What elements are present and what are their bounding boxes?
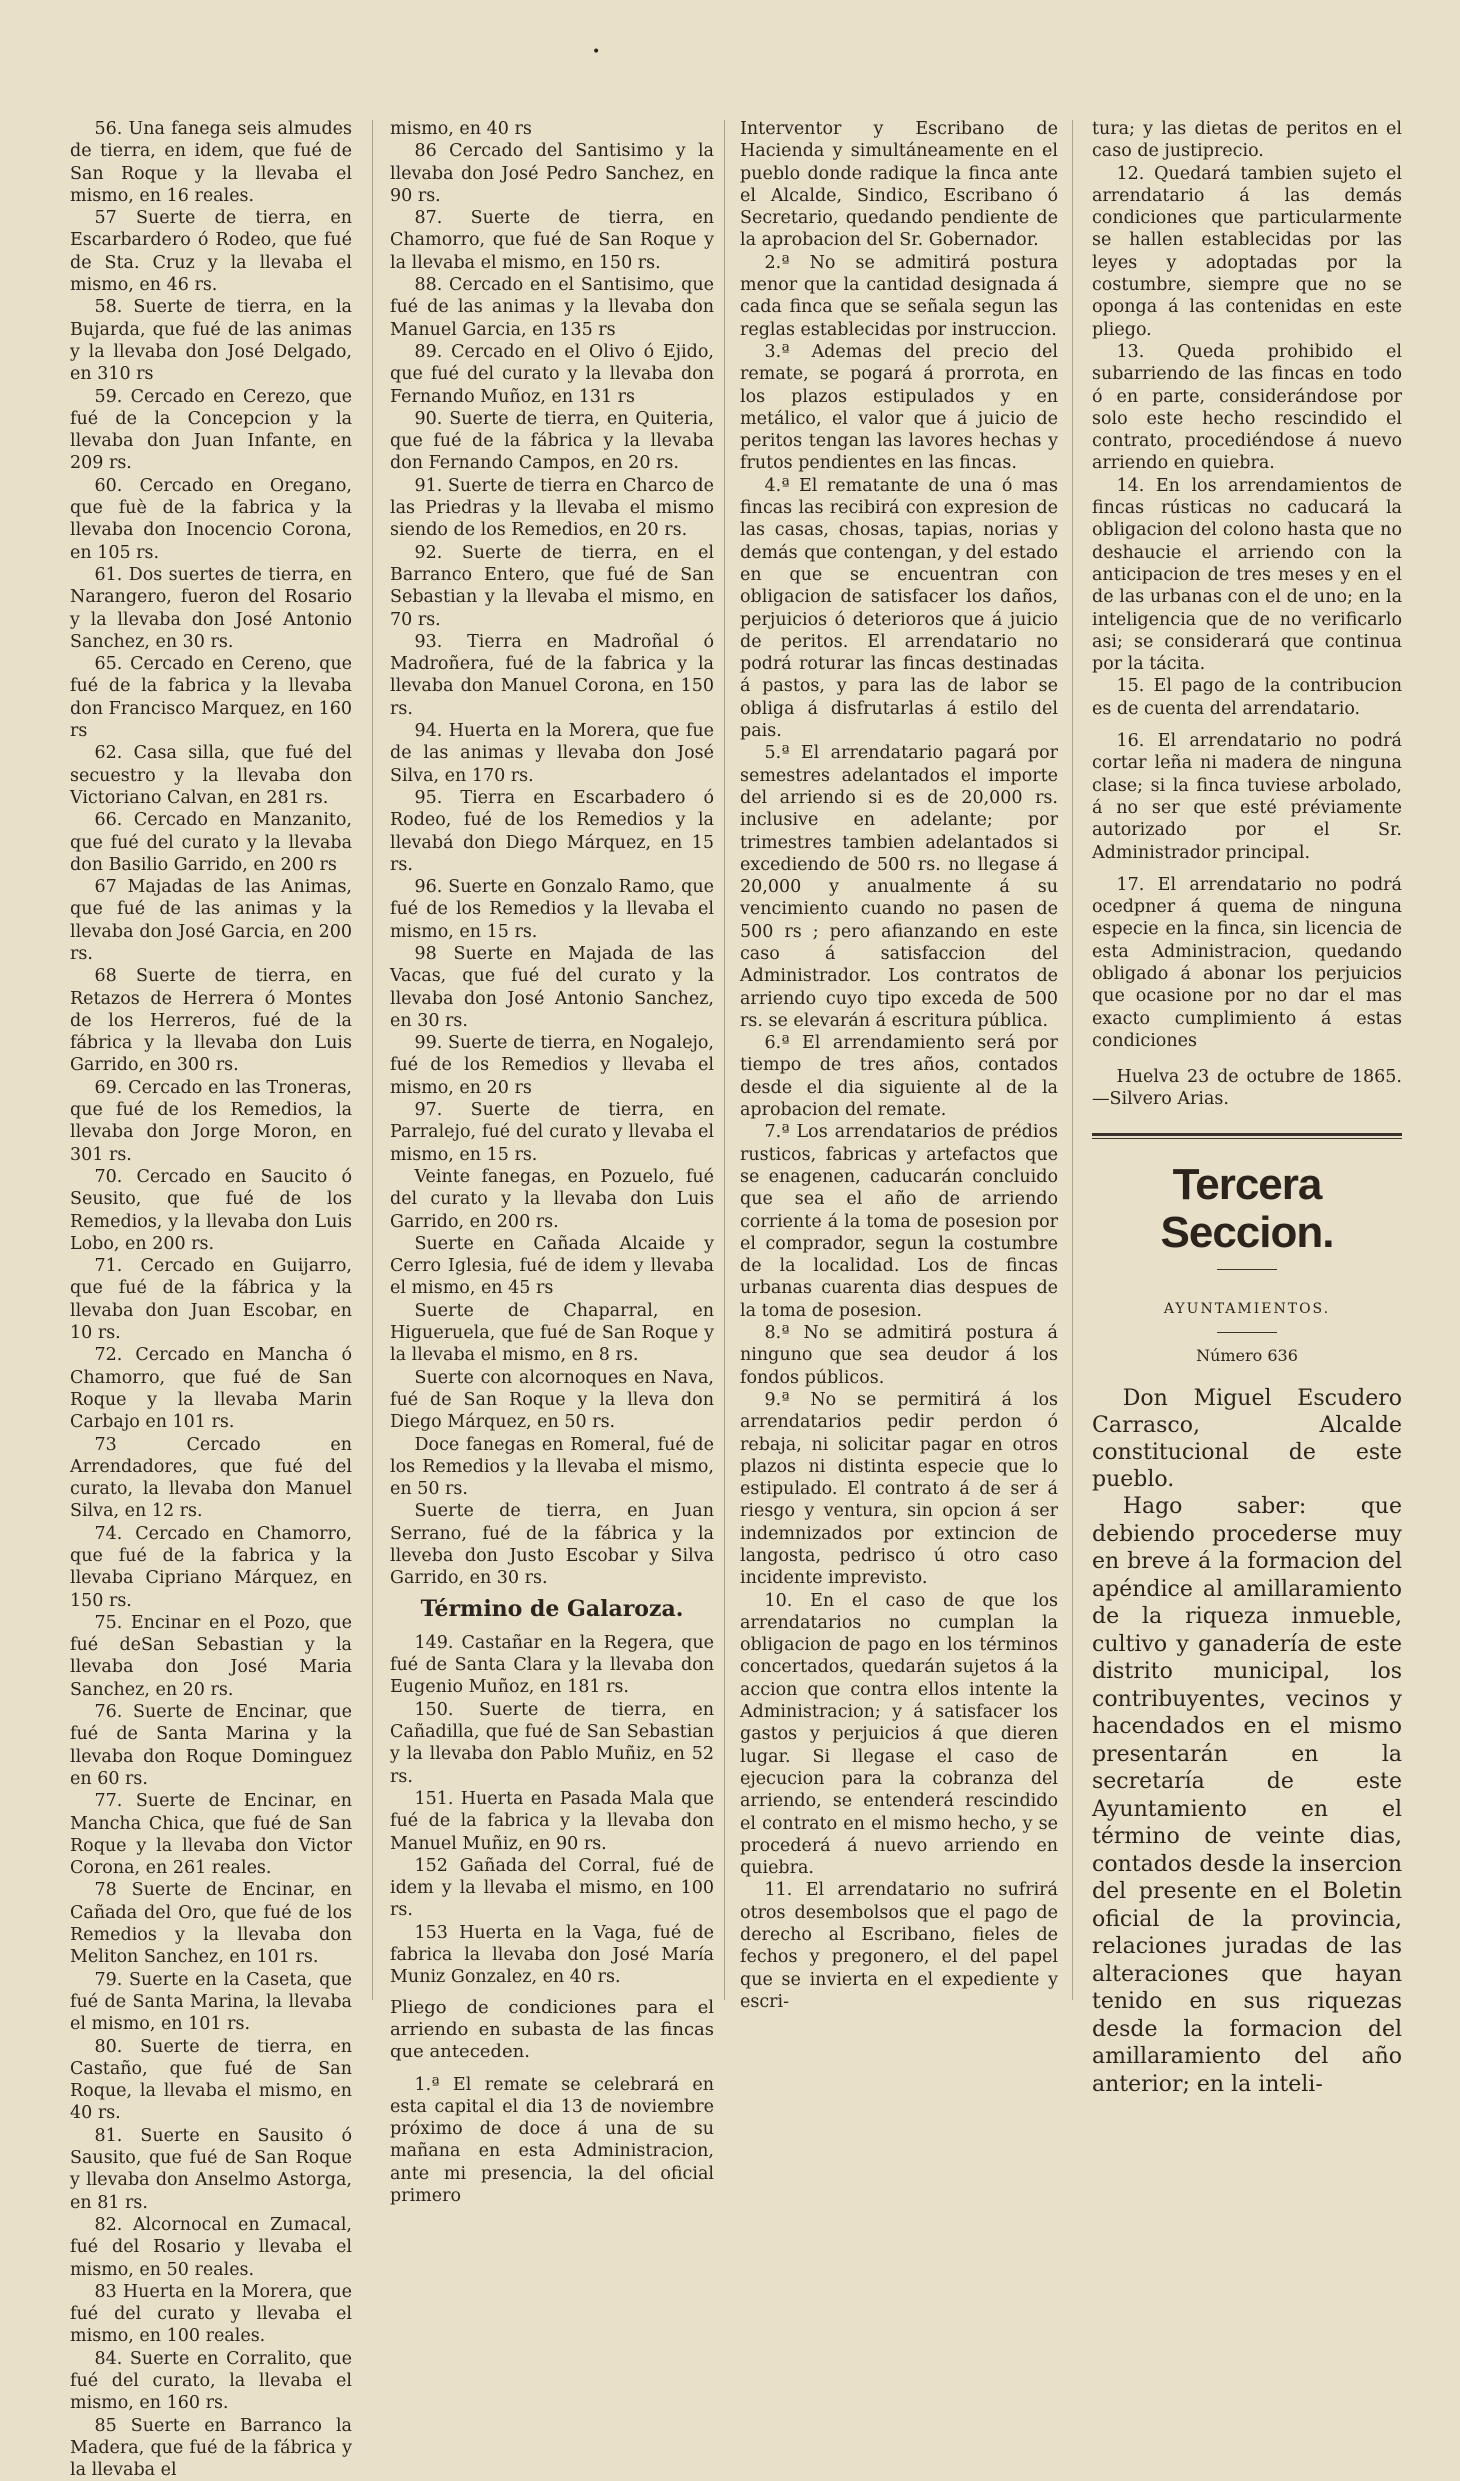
column-rule (372, 120, 373, 2000)
list-item: 79. Suerte en la Caseta, que fué de Santa Marina, la llevaba el mismo, en 101 rs. (70, 1969, 352, 2035)
list-item: 83 Huerta en la Morera, que fué del curato y llevaba el mismo, en 100 reales. (70, 2281, 352, 2347)
ayuntamientos-heading: AYUNTAMIENTOS. (1163, 1300, 1331, 1317)
list-item: 85 Suerte en Barranco la Madera, que fué de la fábrica y la llevaba el (70, 2415, 352, 2481)
list-item: 81. Suerte en Sausito ó Sausito, que fué de San Roque y llevaba don Anselmo Astorga, en 81 rs. (70, 2125, 352, 2213)
condition-item: 8.ª No se admitirá postura á ninguno que sea deudor á los fondos públicos. (740, 1323, 1058, 1388)
list-item: 99. Suerte de tierra, en Nogalejo, fué de los Remedios y llevaba el mismo, en 20 rs (390, 1033, 714, 1098)
date-signature: Huelva 23 de octubre de 1865. —Silvero Arias. (1092, 1067, 1402, 1110)
list-item: Veinte fanegas, en Pozuelo, fué del curato y la llevaba don Luis Garrido, en 200 rs. (390, 1166, 714, 1232)
list-item: 77. Suerte de Encinar, en Mancha Chica, que fué de San Roque y la llevaba don Victor Corona, en 261 reales. (70, 1791, 352, 1879)
section-heading-galaroza: Término de Galaroza. (420, 1595, 684, 1622)
list-item: 68 Suerte de tierra, en Retazos de Herrera ó Montes de los Herreros, fué de la fábrica y la llevaba don Luis Garrido, en 300 rs. (70, 966, 352, 1076)
list-item: 71. Cercado en Guijarro, que fué de la fábrica y la llevaba don Juan Escobar, en 10 rs. (70, 1256, 352, 1344)
notice-author: Don Miguel Escudero Carrasco, Alcalde constitucional de este pueblo. (1092, 1386, 1402, 1493)
list-item: 78 Suerte de Encinar, en Cañada del Oro, que fué de los Remedios y la llevaba don Meliton Sanchez, en 101 rs. (70, 1880, 352, 1968)
column-rule (724, 120, 725, 2000)
list-item: 91. Suerte de tierra en Charco de las Priedras y la llevaba el mismo siendo de los Remedios, en 20 rs. (390, 475, 714, 541)
list-item: 76. Suerte de Encinar, que fué de Santa Marina y la llevaba don Roque Dominguez en 60 rs. (70, 1702, 352, 1789)
condition-item: 9.ª No se permitirá á los arrendatarios pedir perdon ó rebaja, ni solicitar pagar en otros plazos ni distinta especie que lo estipulado. El contrato á de ser á riesgo y ventura, sin opcion á ser indemnizados por extincion de langosta, pedrisco ú otro caso incidente imprevisto. (740, 1389, 1058, 1589)
list-item: 94. Huerta en la Morera, que fue de las animas y llevaba don José Silva, en 170 rs. (390, 721, 714, 786)
list-item: 62. Casa silla, que fué del secuestro y la llevaba don Victoriano Calvan, en 281 rs. (70, 743, 352, 808)
condition-item: 1.ª El remate se celebrará en esta capital el dia 13 de noviembre próximo de doce á una de su mañana en esta Administracion, ante mi presencia, la del oficial primero (390, 2074, 714, 2207)
list-item: 97. Suerte de tierra, en Parralejo, fué del curato y llevaba el mismo, en 15 rs. (390, 1100, 714, 1165)
top-mark: • (592, 44, 601, 60)
list-item: 153 Huerta en la Vaga, fué de fabrica la llevaba don José María Muniz Gonzalez, en 40 rs. (390, 1922, 714, 1988)
list-item: 152 Gañada del Corral, fué de idem y la llevaba el mismo, en 100 rs. (390, 1855, 714, 1921)
list-item: 72. Cercado en Mancha ó Chamorro, que fué de San Roque y la llevaba Marin Carbajo en 101 rs. (70, 1345, 352, 1433)
column-4 (1092, 118, 1402, 2097)
list-item: mismo, en 40 rs (390, 119, 532, 139)
condition-item: 11. El arrendatario no sufrirá otros desembolsos que el pago de derecho al Escribano, fieles de fechos y pregonero, el del papel que se invierta en el expediente y escri- (740, 1880, 1058, 2012)
column-1 (70, 118, 352, 2481)
list-item: 57 Suerte de tierra, en Escarbardero ó Rodeo, que fué de Sta. Cruz y la llevaba el mismo, en 46 rs. (70, 208, 352, 296)
list-item: 69. Cercado en las Troneras, que fué de los Remedios, la llevaba don Jorge Moron, en 301 rs. (70, 1077, 352, 1165)
list-item: 59. Cercado en Cerezo, que fué de la Concepcion y la llevaba don Juan Infante, en 209 rs. (70, 386, 352, 474)
condition-item: 13. Queda prohibido el subarriendo de las fincas en todo ó en parte, considerándose por solo este hecho rescindido el contrato, procediéndose á nuevo arriendo en quiebra. (1092, 341, 1402, 474)
list-item: Suerte de Chaparral, en Higueruela, que fué de San Roque y la llevaba el mismo, en 8 rs. (390, 1300, 714, 1366)
list-item: Suerte de tierra, en Juan Serrano, fué de la fábrica y la lleveba don Justo Escobar y Silva Garrido, en 30 rs. (390, 1501, 714, 1589)
condition-item: 17. El arrendatario no podrá ocedpner á quema de ninguna especie en la finca, sin licencia de esta Administracion, quedando obligado á abonar los perjuicios que ocasione por no dar el mas exacto cumplimiento á estas condiciones (1092, 874, 1402, 1051)
list-item: Suerte en Cañada Alcaide y Cerro Iglesia, fué de idem y llevaba el mismo, en 45 rs (390, 1233, 714, 1299)
list-item: 88. Cercado en el Santisimo, que fué de las animas y la llevaba don Manuel Garcia, en 135 rs (390, 275, 714, 340)
condition-item: 12. Quedará tambien sujeto el arrendatario á las demás condiciones que particularmente se hallen establecidas por las leyes y adoptadas por la costumbre, siempre que no se oponga á las contenidas en este pliego. (1092, 163, 1402, 340)
list-item: 65. Cercado en Cereno, que fué de la fabrica y la llevaba don Francisco Marquez, en 160 rs (70, 654, 352, 742)
list-item: 75. Encinar en el Pozo, que fué deSan Sebastian y la llevaba don José Maria Sanchez, en 20 rs. (70, 1612, 352, 1700)
divider (1217, 1269, 1277, 1270)
condition-item: 6.ª El arrendamiento será por tiempo de tres años, contados desde el dia siguiente al de la aprobacion del remate. (740, 1033, 1058, 1121)
condition-item: 10. En el caso de que los arrendatarios no cumplan la obligacion de pago en los términos concertados, quedarán sujetos á la accion que contra ellos intente la Administracion; y á satisfacer los gastos y perjuicios á que dieren lugar. Si llegase el caso de ejecucion para la cobranza del arriendo, se entenderá rescindido el contrato en el mismo hecho, y se procederá á nuevo arriendo en quiebra. (740, 1590, 1058, 1879)
section-divider (1092, 1133, 1402, 1139)
notice-number: Número 636 (1196, 1346, 1298, 1366)
list-item: 96. Suerte en Gonzalo Ramo, que fué de los Remedios y la llevaba el mismo, en 15 rs. (390, 877, 714, 942)
notice-body: Hago saber: que debiendo procederse muy en breve á la formacion del apéndice al amillaramiento de la riqueza inmueble, cultivo y ganadería de este distrito municipal, los contribuyentes, vecinos y hacendados en el mismo presentarán en la secretaría de este Ayuntamiento en el término de veinte dias, contados desde la insercion del presente en el Boletin oficial de la provincia, relaciones juradas de las alteraciones que hayan tenido en sus riquezas desde la formacion del amillaramiento del año anterior; en la inteli- (1092, 1494, 1402, 2097)
list-item: 67 Majadas de las Animas, que fué de las animas y la llevaba don José Garcia, en 200 rs. (70, 877, 352, 964)
condition-item: 7.ª Los arrendatarios de prédios rusticos, fabricas y artefactos que se enagenen, caducarán concluido que sea el año de arriendo corriente á la toma de posesion por el comprador, segun la costumbre de la localidad. Los de fincas urbanas cuarenta dias despues de la toma de posesion. (740, 1122, 1058, 1321)
list-item: 58. Suerte de tierra, en la Bujarda, que fué de las animas y la llevaba don José Delgado, en 310 rs (70, 297, 352, 385)
list-item: 74. Cercado en Chamorro, que fué de la fabrica y la llevaba Cipriano Márquez, en 150 rs. (70, 1523, 352, 1611)
list-item: 66. Cercado en Manzanito, que fué del curato y la llevaba don Basilio Garrido, en 200 rs (70, 810, 352, 875)
column-3 (740, 118, 1058, 2023)
list-item: 95. Tierra en Escarbadero ó Rodeo, fué de los Remedios y la llevabá don Diego Márquez, en 15 rs. (390, 787, 714, 875)
list-item: 89. Cercado en el Olivo ó Ejido, que fué del curato y la llevaba don Fernando Muñoz, en 131 rs (390, 341, 714, 407)
list-item: 93. Tierra en Madroñal ó Madroñera, fué de la fabrica y la llevaba don Manuel Corona, en 150 rs. (390, 631, 714, 719)
list-item: 80. Suerte de tierra, en Castaño, que fué de San Roque, la llevaba el mismo, en 40 rs. (70, 2036, 352, 2124)
list-item: 151. Huerta en Pasada Mala que fué de la fabrica y la llevaba don Manuel Muñiz, en 90 rs. (390, 1788, 714, 1854)
list-item: 98 Suerte en Majada de las Vacas, que fué del curato y la llevaba don José Antonio Sanchez, en 30 rs. (390, 943, 714, 1031)
condition-item: 5.ª El arrendatario pagará por semestres adelantados el importe del arriendo si es de 20,000 rs. inclusive en adelante; por trimestres tambien adelantados si excediendo de 500 rs. no llegase á 20,000 y anualmente á su vencimiento cuando no pasen de 500 rs ; pero afianzando en este caso á satisfaccion del Administrador. Los contratos de arriendo cuyo tipo exceda de 500 rs. se elevarán á escritura pública. (740, 743, 1058, 1031)
pliego-heading: Pliego de condiciones para el arriendo en subasta de las fincas que anteceden. (390, 1996, 714, 2063)
list-item: Suerte con alcornoques en Nava, fué de San Roque y la lleva don Diego Márquez, en 50 rs. (390, 1367, 714, 1433)
list-item: Doce fanegas en Romeral, fué de los Remedios y la llevaba el mismo, en 50 rs. (390, 1434, 714, 1500)
list-item: 92. Suerte de tierra, en el Barranco Entero, que fué de San Sebastian y la llevaba el mismo, en 70 rs. (390, 542, 714, 630)
column-2 (390, 118, 714, 2207)
list-item: 60. Cercado en Oregano, que fuè de la fabrica y la llevaba don Inocencio Corona, en 105 rs. (70, 475, 352, 563)
condition-item: 16. El arrendatario no podrá cortar leña ni madera de ninguna clase; si la finca tuviese arbolado, á no ser que esté préviamente autorizado por el Sr. Administrador principal. (1092, 731, 1402, 863)
list-item: 56. Una fanega seis almudes de tierra, en idem, que fué de San Roque y la llevaba el mismo, en 16 reales. (70, 119, 352, 206)
list-item: 86 Cercado del Santisimo y la llevaba don José Pedro Sanchez, en 90 rs. (390, 141, 714, 206)
condition-item: 4.ª El rematante de una ó mas fincas las recibirá con expresion de las casas, chosas, tapias, norias y demás que contengan, y del estado en que se encuentran con obligacion de satisfacer los daños, perjuicios ó deterioros que á juicio de peritos. El arrendatario no podrá roturar las fincas destinadas á pastos, y para las de labor se obliga á disfrutarlas á estilo del pais. (740, 475, 1058, 742)
condition-item: 3.ª Ademas del precio del remate, se pogará á prorrota, en los plazos estipulados y en metálico, el valor que á juicio de peritos tengan las lavores hechas y frutos pendientes en las fincas. (740, 341, 1058, 474)
list-item: 87. Suerte de tierra, en Chamorro, que fué de San Roque y la llevaba el mismo, en 150 rs. (390, 208, 714, 273)
list-item: 61. Dos suertes de tierra, en Narangero, fueron del Rosario y la llevaba don José Antonio Sanchez, en 30 rs. (70, 564, 352, 652)
condition-item: 2.ª No se admitirá postura menor que la cantidad designada á cada finca que se señala segun las reglas establecidas por instruccion. (740, 252, 1058, 340)
condition-item: tura; y las dietas de peritos en el caso de justiprecio. (1092, 119, 1402, 162)
list-item: 90. Suerte de tierra, en Quiteria, que fué de la fábrica y la llevaba don Fernando Campos, en 20 rs. (390, 408, 714, 474)
list-item: 149. Castañar en la Regera, que fué de Santa Clara y la llevaba don Eugenio Muñoz, en 181 rs. (390, 1632, 714, 1698)
divider (1217, 1332, 1277, 1333)
list-item: 150. Suerte de tierra, en Cañadilla, que fué de San Sebastian y la llevaba don Pablo Muñiz, en 52 rs. (390, 1699, 714, 1787)
section-title: Tercera Seccion. (1160, 1159, 1334, 1257)
list-item: 84. Suerte en Corralito, que fué del curato, la llevaba el mismo, en 160 rs. (70, 2348, 352, 2414)
condition-item: 14. En los arrendamientos de fincas rústicas no caducará la obligacion del colono hasta que no deshaucie el arriendo con la anticipacion de tres meses y en el de las urbanas con el de uno; en la inteligencia que de no verificarlo asi; se considerará que continua por la tácita. (1092, 475, 1402, 675)
column-rule (1072, 120, 1073, 2000)
list-item: 73 Cercado en Arrendadores, que fué del curato, la llevaba don Manuel Silva, en 12 rs. (70, 1434, 352, 1522)
condition-item: Interventor y Escribano de Hacienda y simultáneamente en el pueblo donde radique la finca ante el Alcalde, Sindico, Escribano ó Secretario, quedando pendiente de la aprobacion del Sr. Gobernador. (740, 119, 1058, 251)
list-item: 82. Alcornocal en Zumacal, fué del Rosario y llevaba el mismo, en 50 reales. (70, 2214, 352, 2280)
list-item: 70. Cercado en Saucito ó Seusito, que fué de los Remedios, y la llevaba don Luis Lobo, en 200 rs. (70, 1166, 352, 1254)
condition-item: 15. El pago de la contribucion es de cuenta del arrendatario. (1092, 676, 1402, 719)
